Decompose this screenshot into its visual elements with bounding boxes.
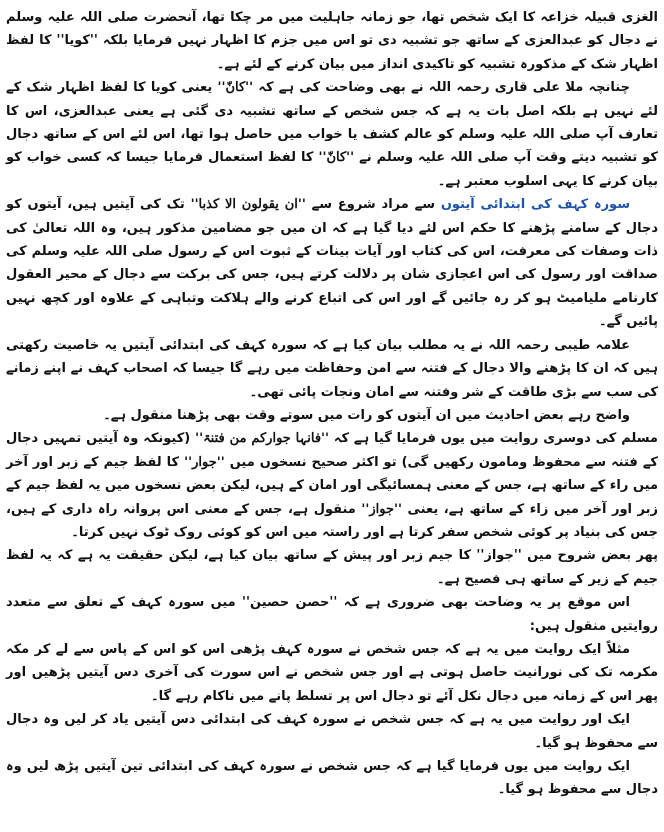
text-run: اس موقع پر یہ وضاحت بھی ضروری ہے کہ ''حصن حصین'' میں سورہ کہف کے تعلق سے متعدد روایتیں منقول ہیں: bbox=[6, 595, 658, 634]
text-run: کا لفظ استعمال فرمایا جیسا کہ کسی خواب کو بیان کرنے کا یہی اسلوب معتبر ہے۔ bbox=[6, 150, 658, 189]
paragraph-11 bbox=[6, 755, 658, 802]
paragraph-1 bbox=[6, 6, 658, 76]
text-run: چنانچہ ملا علی قاری رحمہ اللہ نے بھی وضاحت کی ہے کہ bbox=[253, 80, 630, 96]
text-run: (کیونکہ وہ آیتیں تمہیں دجال کے فتنہ سے محفوظ ومامون رکھیں گی) تو اکثر صحیح نسخوں میں bbox=[6, 431, 658, 470]
text-run: منقول ہے، جس کے معنی اس پروانہ راہ داری کے ہیں، جس کی بنیاد پر کوئی شخص سفر کرتا ہے اور راستہ میں اس کو کوئی روک ٹوک نہیں کرتا۔ bbox=[6, 501, 658, 540]
text-run: مسلم کی دوسری روایت میں یوں فرمایا گیا ہے کہ bbox=[329, 431, 658, 447]
arabic-quote: ''فانہا جوارکم من فتنۃ'' bbox=[195, 431, 330, 447]
text-run: علامہ طیبی رحمہ اللہ نے یہ مطلب بیان کیا ہے کہ سورہ کہف کی ابتدائی آیتیں یہ خاصیت رکھتی ہیں کہ ان کا پڑھنے والا دجال کے فتنہ سے امن وحفاظت میں رہے گا جیسا کہ اصحاب کہف نے اپنے زمانے کی سب سے بڑی طاقت کے شر وفتنہ سے امان ونجات پائی تھی۔ bbox=[6, 337, 658, 400]
paragraph-5 bbox=[6, 404, 658, 427]
arabic-quote: ''کانّ'' bbox=[217, 80, 254, 96]
text-run: پھر بعض شروح میں ''جواز'' کا جیم زبر اور پیش کے ساتھ بیان کیا ہے، لیکن حقیقت یہ ہے کہ یہ لفظ جیم کے زیر کے ساتھ ہی فصیح ہے۔ bbox=[6, 548, 658, 587]
document-body bbox=[6, 6, 658, 826]
text-run: تک کی آیتیں ہیں، آیتوں کو دجال کے سامنے پڑھنے کا حکم اس لئے دیا گیا ہے کہ ان میں جو مضامین مذکور ہیں، وہ اللہ تعالیٰ کی ذات وصفات کی معرفت، اس کی کتاب اور آیات بینات کے ثبوت اس کے رسول صلی اللہ علیہ وسلم کی صداقت اور رسول کی اس اعجازی شان پر دلالت کرتے ہیں، جس کی برکت سے دجال کے محیر العقول کارنامے ملیامیٹ ہو کر رہ جائیں گے اور اس کی اتباع کرنے والے ہلاکت وتباہی کے علاوہ اور کچھ نہیں پائیں گے۔ bbox=[6, 197, 658, 330]
text-run: یعنی کویا کا لفظ اظہار شک کے لئے نہیں ہے بلکہ اصل بات یہ ہے کہ جس شخص کے ساتھ تشبیہ دی گئی ہے یعنی عبدالعزی، اس کا تعارف آپ صلی اللہ علیہ وسلم کو عالم کشف یا خواب میں حاصل ہوا تھا، اس لئے اس کے ساتھ دجال کو تشبیہ دیتے وقت آپ صلی اللہ علیہ وسلم نے bbox=[6, 80, 658, 166]
text-run: مثلاً ایک روایت میں یہ ہے کہ جس شخص نے سورہ کہف پڑھی اس کو اس کے پاس سے لے کر مکہ مکرمہ تک کی نورانیت حاصل ہوتی ہے اور جس شخص نے اس سورت کی آخری دس آیتیں پڑھیں اور پھر اس کے زمانہ میں دجال نکل آئے تو دجال اس پر تسلط پانے میں ناکام رہے گا۔ bbox=[6, 641, 658, 704]
arabic-quote: ''کانّ'' bbox=[318, 150, 355, 166]
text-run: ایک اور روایت میں یہ ہے کہ جس شخص نے سورہ کہف کی ابتدائی دس آیتیں یاد کر لیں وہ دجال سے محفوظ ہو گیا۔ bbox=[6, 712, 658, 751]
text-run: کا لفظ جیم کے زبر اور آخر میں راء کے ساتھ ہے، جس کے معنی ہمسائیگی اور امان کے ہیں، لیکن بعض نسخوں میں یہ لفظ جیم کے زبر اور آخر میں زاء کے ساتھ ہے، یعنی bbox=[6, 454, 658, 517]
text-run: سے مراد شروع سے bbox=[305, 197, 441, 213]
paragraph-8 bbox=[6, 591, 658, 638]
text-run: ایک روایت میں یوں فرمایا گیا ہے کہ جس شخص نے سورہ کہف کی ابتدائی تین آیتیں پڑھ لیں وہ دجال سے محفوظ ہو گیا۔ bbox=[6, 759, 658, 798]
paragraph-3 bbox=[6, 193, 658, 333]
paragraph-7 bbox=[6, 544, 658, 591]
arabic-quote: ''جوار'' bbox=[184, 454, 225, 470]
arabic-quote: ''جواز'' bbox=[361, 501, 402, 517]
paragraph-9 bbox=[6, 638, 658, 708]
text-run: واضح رہے بعض احادیث میں ان آیتوں کو رات میں سوتے وقت بھی پڑھنا منقول ہے۔ bbox=[103, 407, 630, 423]
paragraph-6 bbox=[6, 427, 658, 544]
highlighted-heading: سورہ کہف کی ابتدائی آیتوں bbox=[440, 197, 630, 213]
arabic-quote: ''ان یقولون الا کذبا'' bbox=[190, 197, 306, 213]
paragraph-10 bbox=[6, 708, 658, 755]
paragraph-2 bbox=[6, 76, 658, 193]
paragraph-4 bbox=[6, 334, 658, 404]
text-run: الغزی قبیلہ خزاعہ کا ایک شخص تھا، جو زمانہ جاہلیت میں مر چکا تھا، آنحضرت صلی اللہ علیہ وسلم نے دجال کو عبدالعزی کے ساتھ جو تشبیہ دی تو اس میں جزم کا اظہار نہیں فرمایا بلکہ ''کویا'' کا لفظ اظہار شک کے مذکورہ تشبیہ کو تاکیدی انداز میں بیان کرنے کے لئے ہے۔ bbox=[6, 10, 658, 72]
